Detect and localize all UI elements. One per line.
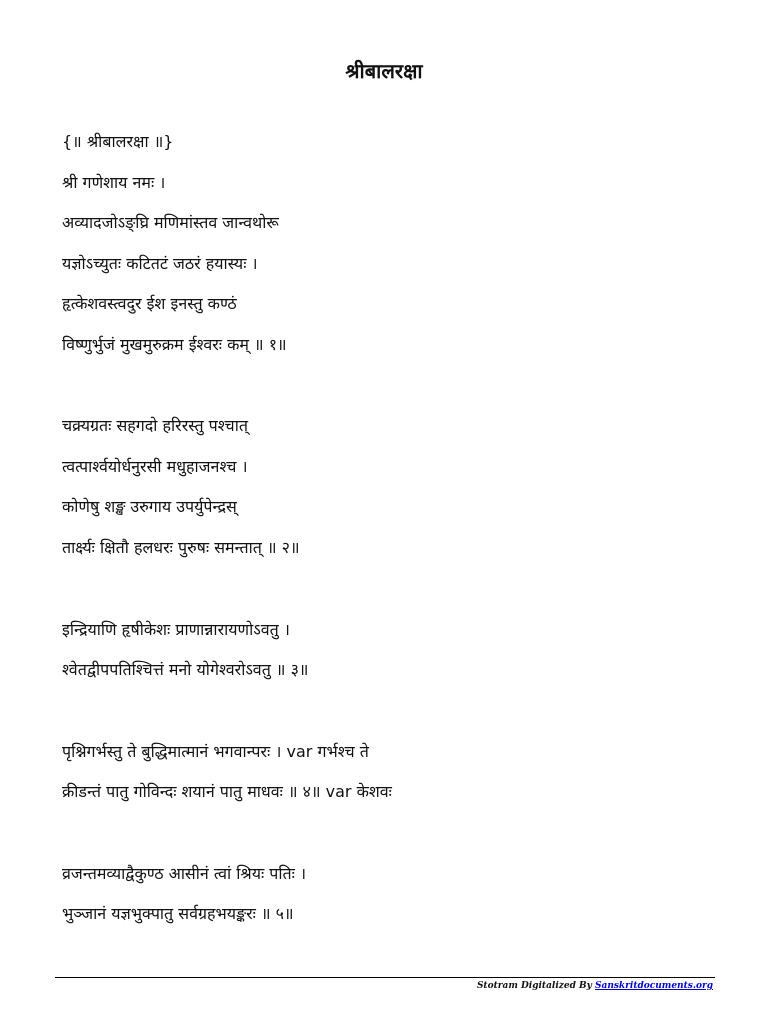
text-line: {॥ श्रीबालरक्षा ॥} [62,132,174,151]
text-line: यज्ञोऽच्युतः कटितटं जठरं हयास्यः । [62,254,258,273]
footer-prefix: Stotram Digitalized By [476,981,595,991]
footer-divider [55,977,715,978]
text-line: व्रजन्तमव्याद्वैकुण्ठ आसीनं त्वां श्रियः पतिः । [62,864,307,883]
text-line: क्रीडन्तं पातु गोविन्दः शयानं पातु माधवः ॥ ४॥ var केशवः [62,782,392,801]
text-line: श्वेतद्वीपपतिश्चित्तं मनो योगेश्वरोऽवतु ॥ ३॥ [62,660,309,679]
text-line: हृत्केशवस्त्वदुर ईश इनस्तु कण्ठं [62,294,237,313]
text-line: इन्द्रियाणि हृषीकेशः प्राणान्नारायणोऽवतु । [62,620,290,639]
footer-link[interactable]: Sanskritdocuments.org [594,981,713,991]
text-line: कोणेषु शङ्ख उरुगाय उपर्युपेन्द्रस् [62,497,237,516]
text-line: भुञ्जानं यज्ञभुक्पातु सर्वग्रहभयङ्करः ॥ ५॥ [62,904,294,923]
footer-credit [477,980,713,992]
text-line: त्वत्पार्श्वयोर्धनुरसी मधुहाजनश्च । [62,457,248,476]
text-line: अव्यादजोऽङ्घ्रि मणिमांस्तव जान्वथोरू [62,213,279,232]
text-line: पृश्निगर्भस्तु ते बुद्धिमात्मानं भगवान्परः । var गर्भश्च ते [62,742,369,761]
text-line: चक्र्यग्रतः सहगदो हरिरस्तु पश्चात् [62,416,248,435]
page-title: श्रीबालरक्षा [345,59,423,83]
text-line: श्री गणेशाय नमः । [62,173,166,192]
text-line: विष्णुर्भुजं मुखमुरुक्रम ईश्वरः कम् ॥ १॥ [62,335,287,354]
text-line: तार्क्ष्यः क्षितौ हलधरः पुरुषः समन्तात् ॥ २॥ [62,538,300,557]
